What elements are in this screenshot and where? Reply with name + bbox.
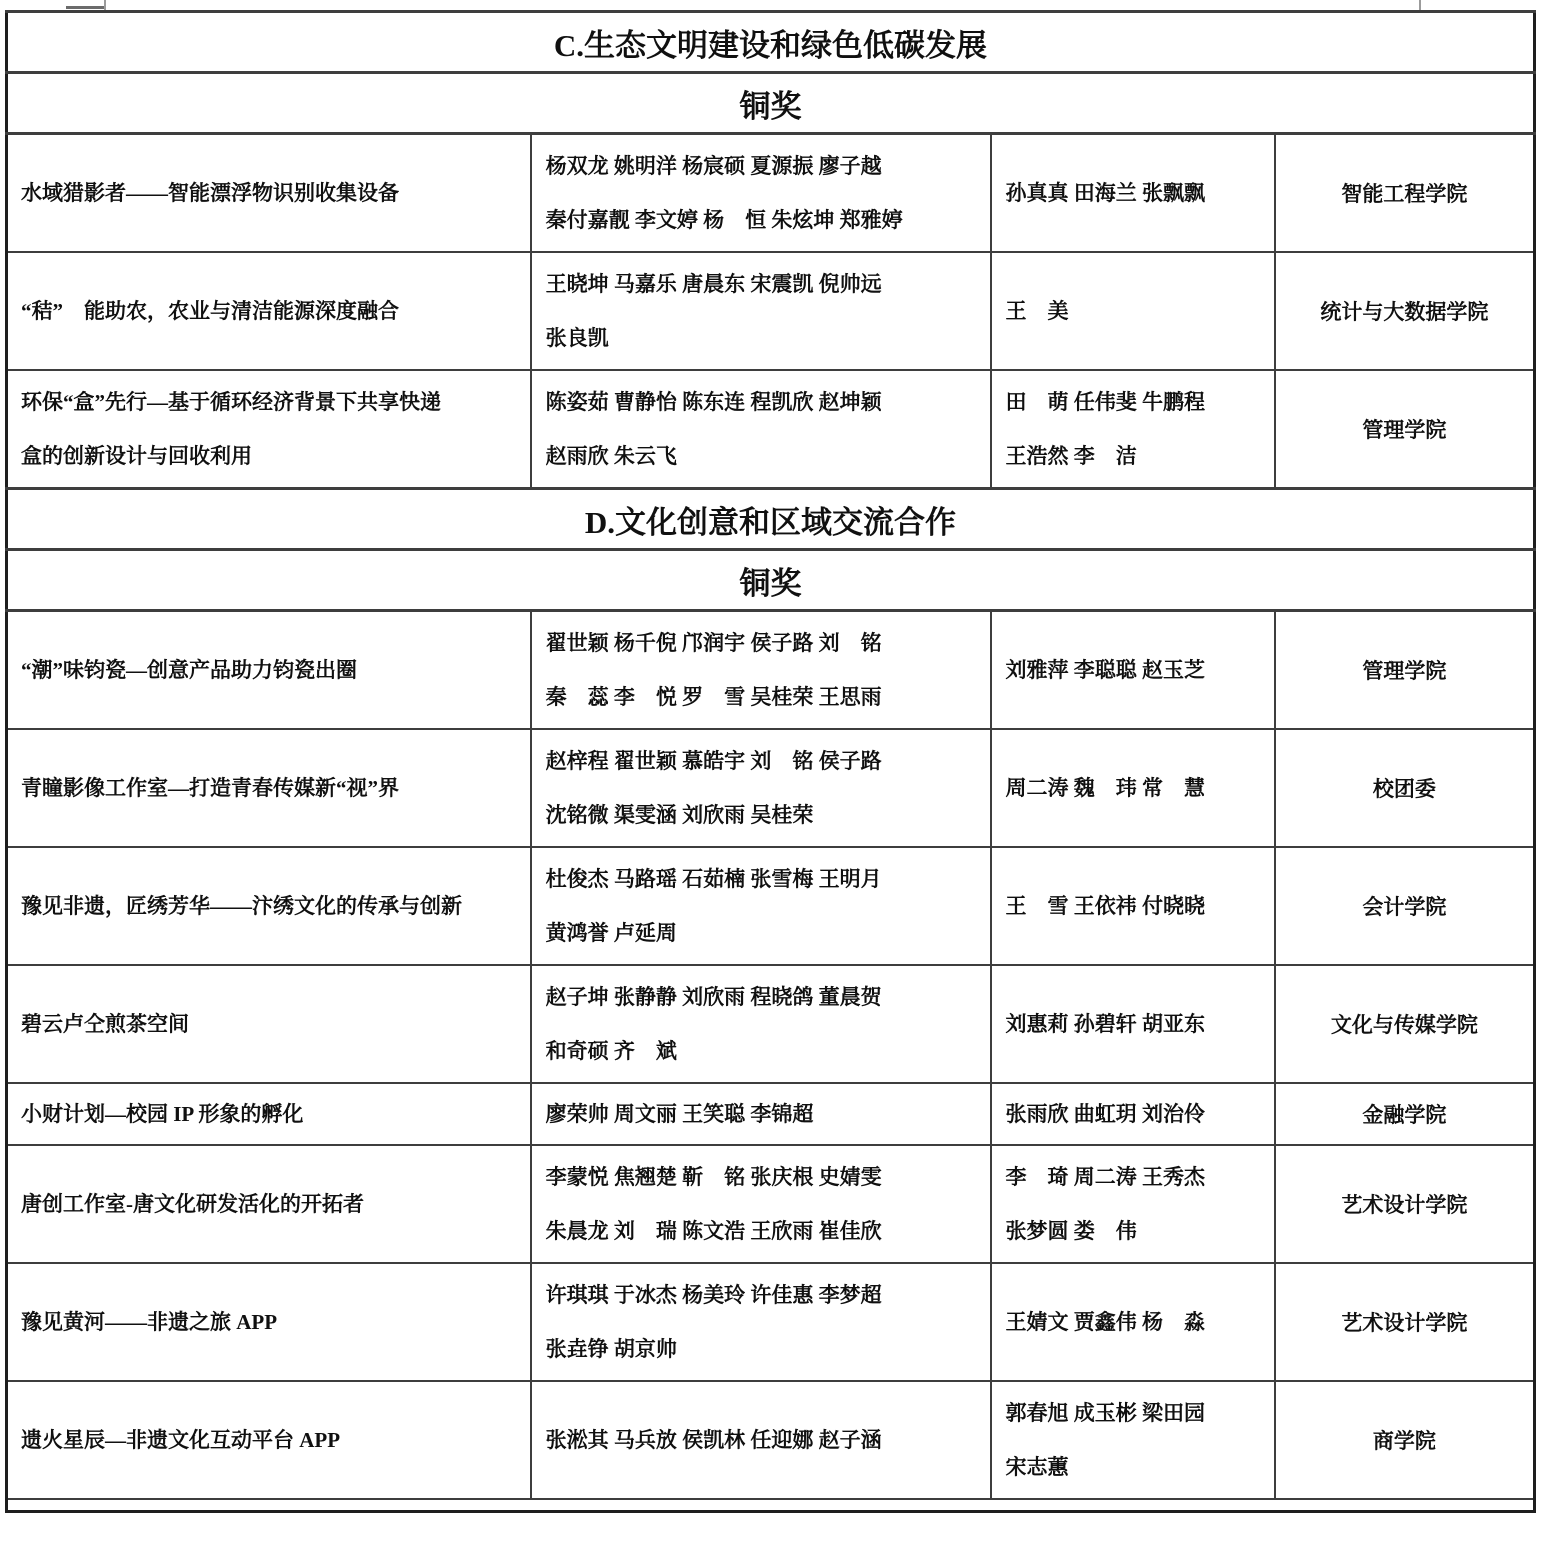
text-line: 沈铭微 渠雯涵 刘欣雨 吴桂荣 [545,803,814,827]
award-label: 铜奖 [7,73,1535,134]
text-line: 秦付嘉靓 李文婷 杨 恒 朱炫坤 郑雅婷 [545,208,903,232]
section-title-row [7,489,1535,550]
award-label-row [7,550,1535,611]
scan-artifact-line [104,0,106,10]
project-cell [7,1263,531,1381]
text-line: 许琪琪 于冰杰 杨美玲 许佳惠 李梦超 [545,1283,882,1307]
project-cell [7,729,531,847]
advisors-cell [991,611,1275,730]
text-line: 廖荣帅 周文丽 王笑聪 李锦超 [545,1102,814,1126]
section-title: D.文化创意和区域交流合作 [7,489,1535,550]
advisors-cell [991,965,1275,1083]
members-cell [531,847,991,965]
text-line: 小财计划—校园 IP 形象的孵化 [21,1102,304,1126]
text-line: 田 萌 任伟斐 牛鹏程 [1005,390,1206,414]
text-line: 秦 蕊 李 悦 罗 雪 吴桂荣 王思雨 [545,685,882,709]
college-cell: 艺术设计学院 [1275,1145,1535,1263]
text-line: 王晓坤 马嘉乐 唐晨东 宋震凯 倪帅远 [545,272,882,296]
text-line: 宋志蕙 [1005,1455,1069,1479]
text-line: 郭春旭 成玉彬 梁田园 [1005,1401,1206,1425]
project-cell [7,1083,531,1145]
members-cell [531,1145,991,1263]
text-line: 王浩然 李 洁 [1005,444,1137,468]
text-line: 豫见黄河——非遗之旅 APP [21,1310,278,1334]
text-line: 唐创工作室-唐文化研发活化的开拓者 [21,1192,364,1216]
scan-artifact-line [1419,0,1421,10]
text-line: 王 美 [1005,299,1069,323]
award-label: 铜奖 [7,550,1535,611]
table-row [7,134,1535,253]
text-line: 周二涛 魏 玮 常 慧 [1005,776,1206,800]
advisors-cell [991,1381,1275,1499]
next-section-partial-cell [7,1499,1535,1512]
table-row [7,1381,1535,1499]
project-cell [7,134,531,253]
college-cell: 统计与大数据学院 [1275,252,1535,370]
text-line: 张淞其 马兵放 侯凯林 任迎娜 赵子涵 [545,1428,882,1452]
advisors-cell [991,1263,1275,1381]
project-cell [7,370,531,489]
text-line: 赵梓程 翟世颖 慕皓宇 刘 铭 侯子路 [545,749,882,773]
text-line: 张垚铮 胡京帅 [545,1337,677,1361]
text-line: 环保“盒”先行—基于循环经济背景下共享快递 [21,390,441,414]
text-line: 翟世颖 杨千倪 邝润宇 侯子路 刘 铭 [545,631,882,655]
text-line: 碧云卢仝煎茶空间 [21,1012,189,1036]
project-cell [7,965,531,1083]
text-line: “潮”味钧瓷—创意产品助力钧瓷出圈 [21,658,357,682]
college-cell: 金融学院 [1275,1083,1535,1145]
college-cell: 校团委 [1275,729,1535,847]
college-cell: 管理学院 [1275,370,1535,489]
text-line: 陈姿茹 曹静怡 陈东连 程凯欣 赵坤颖 [545,390,882,414]
project-cell [7,1381,531,1499]
text-line: 黄鸿誉 卢延周 [545,921,677,945]
advisors-cell [991,847,1275,965]
college-cell: 管理学院 [1275,611,1535,730]
table-row [7,847,1535,965]
text-line: 遗火星辰—非遗文化互动平台 APP [21,1428,341,1452]
project-cell [7,1145,531,1263]
college-cell: 智能工程学院 [1275,134,1535,253]
text-line: 张雨欣 曲虹玥 刘治伶 [1005,1102,1206,1126]
advisors-cell [991,729,1275,847]
advisors-cell [991,252,1275,370]
members-cell [531,611,991,730]
table-row [7,729,1535,847]
award-label-row [7,73,1535,134]
awards-table [5,10,1536,1513]
table-row [7,965,1535,1083]
college-cell: 文化与传媒学院 [1275,965,1535,1083]
text-line: 刘惠莉 孙碧轩 胡亚东 [1005,1012,1206,1036]
text-line: 杨双龙 姚明洋 杨宸硕 夏源振 廖子越 [545,154,882,178]
text-line: “秸” 能助农，农业与清洁能源深度融合 [21,299,399,323]
college-cell: 艺术设计学院 [1275,1263,1535,1381]
members-cell [531,370,991,489]
text-line: 李 琦 周二涛 王秀杰 [1005,1165,1206,1189]
section-title: C.生态文明建设和绿色低碳发展 [7,12,1535,73]
text-line: 刘雅萍 李聪聪 赵玉芝 [1005,658,1206,682]
members-cell [531,729,991,847]
next-section-partial-row [7,1499,1535,1512]
text-line: 孙真真 田海兰 张飘飘 [1005,181,1206,205]
text-line: 赵子坤 张静静 刘欣雨 程晓鸽 董晨贺 [545,985,882,1009]
table-row [7,370,1535,489]
text-line: 王婧文 贾鑫伟 杨 淼 [1005,1310,1206,1334]
members-cell [531,134,991,253]
scan-artifact-line [66,6,106,9]
text-line: 王 雪 王依祎 付晓晓 [1005,894,1206,918]
members-cell [531,1263,991,1381]
project-cell [7,611,531,730]
college-cell: 商学院 [1275,1381,1535,1499]
advisors-cell [991,370,1275,489]
college-cell: 会计学院 [1275,847,1535,965]
text-line: 朱晨龙 刘 瑞 陈文浩 王欣雨 崔佳欣 [545,1219,882,1243]
text-line: 盒的创新设计与回收利用 [21,444,252,468]
awards-table-body [7,12,1535,1512]
advisors-cell [991,134,1275,253]
project-cell [7,847,531,965]
project-cell [7,252,531,370]
members-cell [531,1381,991,1499]
text-line: 李蒙悦 焦翘楚 靳 铭 张庆根 史婧雯 [545,1165,882,1189]
text-line: 豫见非遗，匠绣芳华——汴绣文化的传承与创新 [21,894,462,918]
text-line: 张梦圆 娄 伟 [1005,1219,1137,1243]
table-row [7,1263,1535,1381]
text-line: 赵雨欣 朱云飞 [545,444,677,468]
text-line: 张良凯 [545,326,609,350]
members-cell [531,1083,991,1145]
table-row [7,1083,1535,1145]
advisors-cell [991,1083,1275,1145]
section-title-row [7,12,1535,73]
members-cell [531,252,991,370]
table-row [7,252,1535,370]
text-line: 杜俊杰 马路瑶 石茹楠 张雪梅 王明月 [545,867,882,891]
text-line: 和奇硕 齐 斌 [545,1039,677,1063]
members-cell [531,965,991,1083]
advisors-cell [991,1145,1275,1263]
text-line: 水域猎影者——智能漂浮物识别收集设备 [21,181,399,205]
table-row [7,611,1535,730]
text-line: 青瞳影像工作室—打造青春传媒新“视”界 [21,776,399,800]
table-row [7,1145,1535,1263]
